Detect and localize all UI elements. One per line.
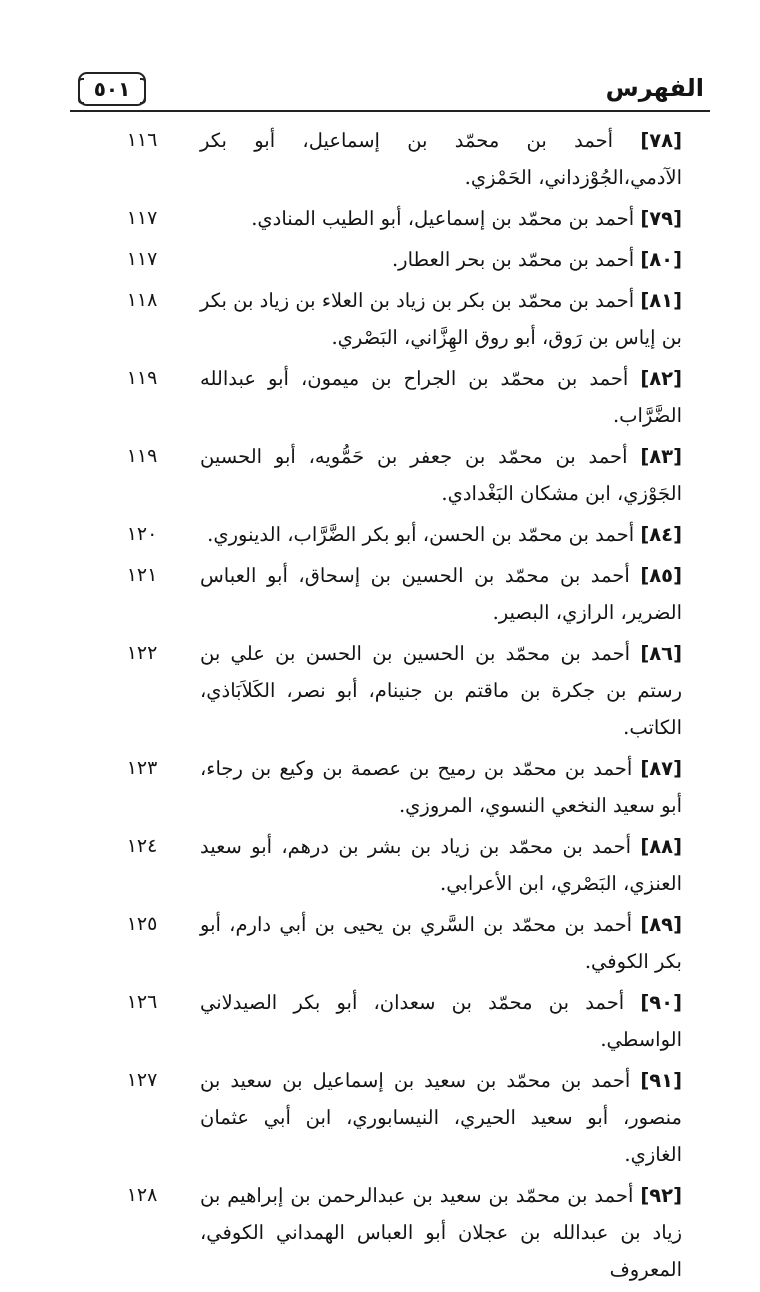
entry-page-number: ١٢٠ (126, 523, 158, 545)
entry-number: [٨٢] (640, 367, 682, 390)
entry-name: أحمد بن محمّد بن سعيد بن إسماعيل بن سعيد بن منصور، أبو سعيد الحيري، النيسابوري، ابن أبي عثمان الغازي. (200, 1069, 682, 1166)
page-header (70, 72, 710, 112)
entry-text-block (200, 557, 682, 631)
entry-number: [٨١] (640, 289, 682, 312)
index-entry (0, 1062, 760, 1173)
running-title: الفهرس (605, 74, 704, 102)
entry-name: أحمد بن محمّد بن إسماعيل، أبو الطيب المنادي. (251, 207, 635, 230)
entry-text-block (200, 635, 682, 746)
index-entry (0, 906, 760, 980)
entry-text-block (200, 282, 682, 356)
entry-name: أحمد بن محمّد بن زياد بن بشر بن درهم، أبو سعيد العنزي، البَصْري، ابن الأعرابي. (200, 835, 682, 895)
entry-page-number: ١٢٢ (126, 642, 158, 664)
index-entry (0, 828, 760, 902)
index-entry (0, 557, 760, 631)
entry-page-number: ١٢٨ (126, 1184, 158, 1206)
entry-page-number: ١٢١ (126, 564, 158, 586)
entry-page-number: ١٢٥ (126, 913, 158, 935)
index-entry (0, 241, 760, 278)
entry-name: أحمد بن محمّد بن الحسين بن الحسن بن علي بن رستم بن جكرة بن ماقتم بن جنينام، أبو نصر، الكَلاَبَاذي، الكاتب. (200, 642, 682, 739)
entry-number: [٨٣] (640, 445, 683, 468)
entry-number: [٩٠] (640, 991, 682, 1014)
index-entry (0, 750, 760, 824)
entry-text-block (200, 241, 682, 278)
entry-number: [٨٩] (640, 913, 682, 936)
entry-number: [٨٦] (640, 642, 682, 665)
entry-number: [٩٢] (640, 1184, 683, 1207)
index-entry (0, 516, 760, 553)
index-entry (0, 984, 760, 1058)
entry-text-block (200, 200, 682, 237)
entry-number: [٨٠] (640, 248, 682, 271)
index-entry (0, 122, 760, 196)
entry-number: [٨٧] (640, 757, 682, 780)
entry-page-number: ١٢٦ (126, 991, 158, 1013)
entry-name: أحمد بن محمّد بن بكر بن زياد بن العلاء بن زياد بن بكر بن إياس بن رَوق، أبو روق الهِزَّاني، البَصْري. (200, 289, 682, 349)
entry-text-block (200, 516, 682, 553)
entry-name: أحمد بن محمّد بن السَّري بن يحيى بن أبي دارم، أبو بكر الكوفي. (200, 913, 682, 973)
entry-number: [٧٨] (640, 129, 682, 152)
entry-name: أحمد بن محمّد بن سعدان، أبو بكر الصيدلاني الواسطي. (200, 991, 682, 1051)
index-entry (0, 438, 760, 512)
entry-text-block (200, 360, 682, 434)
entry-page-number: ١٢٧ (126, 1069, 158, 1091)
index-entries (0, 122, 760, 1292)
entry-name: أحمد بن محمّد بن بحر العطار. (391, 248, 635, 271)
index-entry (0, 360, 760, 434)
entry-text-block (200, 122, 682, 196)
page-number: ٥٠١ (78, 72, 146, 106)
index-entry (0, 200, 760, 237)
entry-text-block (200, 1177, 682, 1288)
entry-name: أحمد بن محمّد بن سعيد بن عبدالرحمن بن إبراهيم بن زياد بن عبدالله بن عجلان أبو العباس الهمداني الكوفي، المعروف (200, 1184, 682, 1281)
index-entry (0, 1177, 760, 1288)
entry-name: أحمد بن محمّد بن الجراح بن ميمون، أبو عبدالله الضَّرَّاب. (200, 367, 682, 427)
entry-text-block (200, 906, 682, 980)
entry-page-number: ١١٦ (126, 129, 158, 151)
entry-text-block (200, 828, 682, 902)
entry-page-number: ١١٩ (126, 445, 158, 467)
entry-name: أحمد بن محمّد بن جعفر بن حَمُّويه، أبو الحسين الجَوْزي، ابن مشكان البَغْدادي. (200, 445, 682, 505)
entry-page-number: ١٢٣ (126, 757, 158, 779)
entry-page-number: ١١٧ (126, 248, 158, 270)
entry-text-block (200, 438, 682, 512)
entry-text-block (200, 1062, 682, 1173)
index-entry (0, 282, 760, 356)
entry-name: أحمد بن محمّد بن الحسين بن إسحاق، أبو العباس الضرير، الرازي، البصير. (200, 564, 682, 624)
entry-name: أحمد بن محمّد بن إسماعيل، أبو بكر الآدمي،الجُوْزداني، الحَمْزي. (200, 129, 682, 189)
entry-number: [٨٨] (640, 835, 682, 858)
entry-number: [٨٤] (640, 523, 682, 546)
entry-number: [٩١] (640, 1069, 683, 1092)
entry-name: أحمد بن محمّد بن رميح بن عصمة بن وكيع بن رجاء، أبو سعيد النخعي النسوي، المروزي. (200, 757, 682, 817)
entry-page-number: ١١٨ (126, 289, 158, 311)
entry-page-number: ١١٩ (126, 367, 158, 389)
entry-number: [٨٥] (640, 564, 682, 587)
entry-text-block (200, 984, 682, 1058)
entry-page-number: ١٢٤ (126, 835, 158, 857)
entry-number: [٧٩] (640, 207, 682, 230)
entry-text-block (200, 750, 682, 824)
entry-name: أحمد بن محمّد بن الحسن، أبو بكر الضَّرَّاب، الدينوري. (207, 523, 635, 546)
index-entry (0, 635, 760, 746)
entry-page-number: ١١٧ (126, 207, 158, 229)
